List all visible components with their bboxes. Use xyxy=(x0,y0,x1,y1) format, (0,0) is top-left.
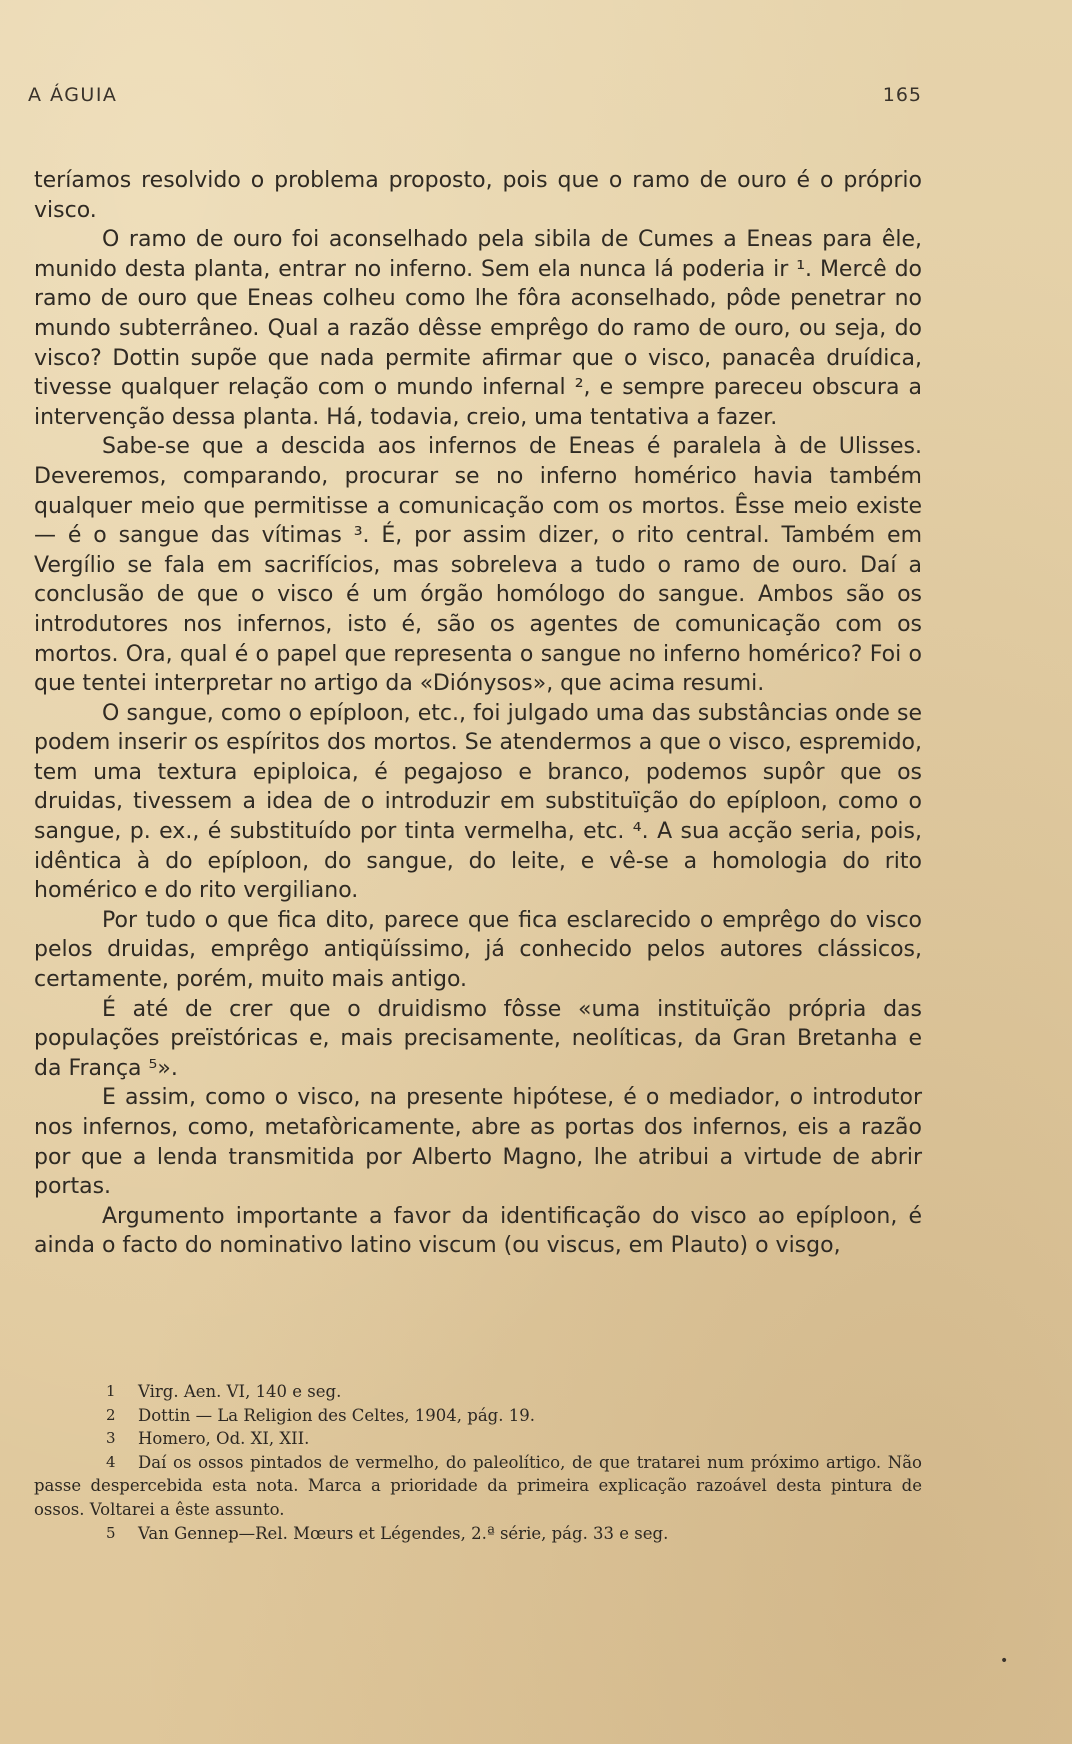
footnote-text: Daí os ossos pintados de vermelho, do paleolítico, de que tratarei num próximo artigo. Não passe despercebida esta nota. Marca a prioridade da primeira explicação razoável desta pintura de ossos. Voltarei a êste assunto. xyxy=(34,1452,922,1519)
footnote-number: 3 xyxy=(106,1429,116,1448)
footnote xyxy=(34,1522,922,1546)
footnote-number: 4 xyxy=(106,1452,116,1471)
footnote-number: 1 xyxy=(106,1382,116,1400)
footnote-text: Homero, Od. XI, XII. xyxy=(138,1429,310,1449)
paragraph: Sabe-se que a descida aos infernos de Eneas é paralela à de Ulisses. Deveremos, comparando, procurar se no inferno homérico havia também qualquer meio que permitisse a comunicação com os mortos. Êsse meio existe — é o sangue das vítimas ³. É, por assim dizer, o rito central. Também em Vergílio se fala em sacrifícios, mas sobreleva a tudo o ramo de ouro. Daí a conclusão de que o visco é um órgão homólogo do sangue. Ambos são os introdutores nos infernos, isto é, são os agentes de comunicação com os mortos. Ora, qual é o papel que representa o sangue no inferno homérico? Foi o que tentei interpretar no artigo da «Diónysos», que acima resumi. xyxy=(34,434,922,697)
footnotes xyxy=(34,1380,922,1545)
footnote-text: Virg. Aen. VI, 140 e seg. xyxy=(138,1382,342,1401)
paragraph: teríamos resolvido o problema proposto, pois que o ramo de ouro é o próprio visco. xyxy=(34,168,922,223)
paragraph: Por tudo o que fica dito, parece que fica esclarecido o emprêgo do visco pelos druidas, emprêgo antiqüíssimo, já conhecido pelos autores clássicos, certamente, porém, muito mais antigo. xyxy=(34,907,922,993)
footnote xyxy=(34,1451,922,1522)
footnote-number: 5 xyxy=(106,1523,116,1542)
stray-mark: • xyxy=(1000,1653,1009,1669)
paragraph: O sangue, como o epíploon, etc., foi julgado uma das substâncias onde se podem inserir os espíritos dos mortos. Se atendermos a que o visco, espremido, tem uma textura epiploica, é pegajoso e branco, podemos supôr que os druidas, tivessem a idea de o introduzir em substituïção do epíploon, como o sangue, p. ex., é substituído por tinta vermelha, etc. ⁴. A sua acção seria, pois, idêntica à do epíploon, do sangue, do leite, e vê-se a homologia do rito homérico e do rito vergiliano. xyxy=(34,700,922,904)
footnote-number: 2 xyxy=(106,1405,116,1424)
paragraph: É até de crer que o druidismo fôsse «uma instituïção própria das populações preïstóricas e, mais precisamente, neolíticas, da Gran Bretanha e da França ⁵». xyxy=(34,996,922,1081)
footnote xyxy=(34,1404,922,1428)
running-header xyxy=(28,84,922,106)
main-text xyxy=(34,166,922,1261)
paragraph: Argumento importante a favor da identificação do visco ao epíploon, é ainda o facto do nominativo latino viscum (ou viscus, em Plauto) o visgo, xyxy=(34,1203,922,1259)
footnote xyxy=(34,1427,922,1451)
footnote-text: Van Gennep—Rel. Mœurs et Légendes, 2.ª série, pág. 33 e seg. xyxy=(138,1523,669,1543)
paragraph: E assim, como o visco, na presente hipótese, é o mediador, o introdutor nos infernos, como, metafòricamente, abre as portas dos infernos, eis a razão por que a lenda transmitida por Alberto Magno, lhe atribui a virtude de abrir portas. xyxy=(34,1085,922,1200)
page-number: 165 xyxy=(882,84,922,106)
paragraph: O ramo de ouro foi aconselhado pela sibila de Cumes a Eneas para êle, munido desta planta, entrar no inferno. Sem ela nunca lá poderia ir ¹. Mercê do ramo de ouro que Eneas colheu como lhe fôra aconselhado, pôde penetrar no mundo subterrâneo. Qual a razão dêsse emprêgo do ramo de ouro, ou seja, do visco? Dottin supõe que nada permite afirmar que o visco, panacêa druídica, tivesse qualquer relação com o mundo infernal ², e sempre pareceu obscura a intervenção dessa planta. Há, todavia, creio, uma tentativa a fazer. xyxy=(34,227,922,430)
footnote-text: Dottin — La Religion des Celtes, 1904, pág. 19. xyxy=(138,1405,535,1425)
footnote xyxy=(34,1380,922,1404)
journal-title: A ÁGUIA xyxy=(28,84,118,106)
